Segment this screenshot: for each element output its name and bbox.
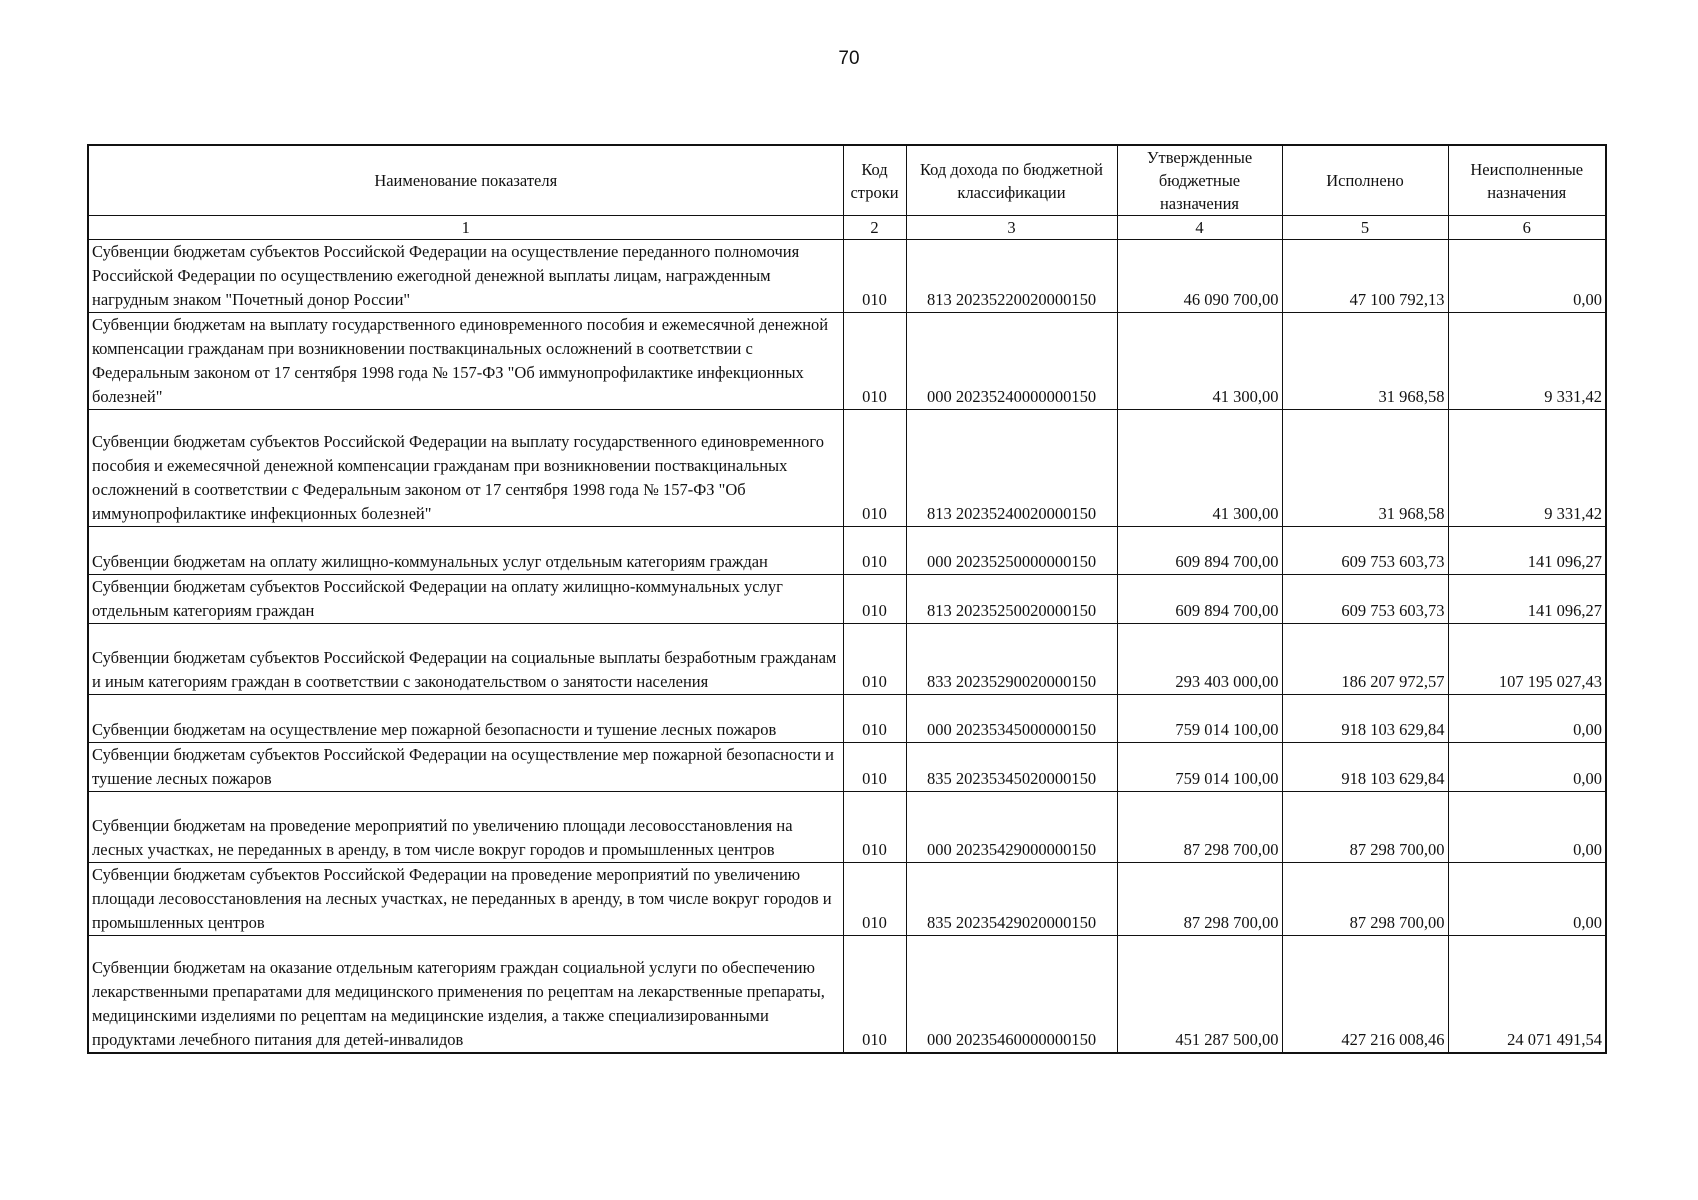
line-code: 010 xyxy=(843,792,906,863)
table-row xyxy=(88,792,1606,863)
indicator-name: Субвенции бюджетам субъектов Российской Федерации на проведение мероприятий по увеличению площади лесовосстановления на лесных участках, не переданных в аренду, в том числе вокруг городов и промышленных центров xyxy=(88,863,843,936)
unexecuted-amount: 0,00 xyxy=(1448,792,1606,863)
table-row xyxy=(88,527,1606,575)
line-code: 010 xyxy=(843,695,906,743)
line-code: 010 xyxy=(843,410,906,527)
line-code: 010 xyxy=(843,936,906,1053)
executed-amount: 186 207 972,57 xyxy=(1282,624,1448,695)
approved-amount: 87 298 700,00 xyxy=(1117,863,1282,936)
indicator-name: Субвенции бюджетам субъектов Российской Федерации на осуществление переданного полномочия Российской Федерации по осуществлению ежегодной денежной выплаты лицам, награжденным нагрудным знаком "Почетный донор России" xyxy=(88,240,843,313)
executed-amount: 87 298 700,00 xyxy=(1282,792,1448,863)
line-code: 010 xyxy=(843,527,906,575)
line-code: 010 xyxy=(843,575,906,624)
unexecuted-amount: 9 331,42 xyxy=(1448,410,1606,527)
header-indicator-name: Наименование показателя xyxy=(88,145,843,216)
approved-amount: 87 298 700,00 xyxy=(1117,792,1282,863)
income-code: 813 20235220020000150 xyxy=(906,240,1117,313)
income-code: 000 20235240000000150 xyxy=(906,313,1117,410)
header-approved: Утвержденные бюджетные назначения xyxy=(1117,145,1282,216)
column-number: 3 xyxy=(906,216,1117,240)
line-code: 010 xyxy=(843,240,906,313)
unexecuted-amount: 0,00 xyxy=(1448,240,1606,313)
executed-amount: 87 298 700,00 xyxy=(1282,863,1448,936)
column-number: 6 xyxy=(1448,216,1606,240)
table-row xyxy=(88,863,1606,936)
line-code: 010 xyxy=(843,743,906,792)
unexecuted-amount: 0,00 xyxy=(1448,695,1606,743)
executed-amount: 918 103 629,84 xyxy=(1282,695,1448,743)
indicator-name: Субвенции бюджетам субъектов Российской Федерации на социальные выплаты безработным гражданам и иным категориям граждан в соответствии с законодательством о занятости населения xyxy=(88,624,843,695)
table-row xyxy=(88,313,1606,410)
income-code: 813 20235240020000150 xyxy=(906,410,1117,527)
table-header-row xyxy=(88,145,1606,216)
indicator-name: Субвенции бюджетам субъектов Российской Федерации на осуществление мер пожарной безопасности и тушение лесных пожаров xyxy=(88,743,843,792)
column-number: 4 xyxy=(1117,216,1282,240)
approved-amount: 609 894 700,00 xyxy=(1117,527,1282,575)
header-income-code: Код дохода по бюджетной классификации xyxy=(906,145,1117,216)
approved-amount: 759 014 100,00 xyxy=(1117,743,1282,792)
executed-amount: 609 753 603,73 xyxy=(1282,575,1448,624)
column-number: 5 xyxy=(1282,216,1448,240)
income-code: 000 20235460000000150 xyxy=(906,936,1117,1053)
indicator-name: Субвенции бюджетам на выплату государственного единовременного пособия и ежемесячной денежной компенсации гражданам при возникновении поствакцинальных осложнений в соответствии с Федеральным законом от 17 сентября 1998 года № 157-ФЗ "Об иммунопрофилактике инфекционных болезней" xyxy=(88,313,843,410)
page-number: 70 xyxy=(838,48,860,69)
indicator-name: Субвенции бюджетам на проведение мероприятий по увеличению площади лесовосстановления на лесных участках, не переданных в аренду, в том числе вокруг городов и промышленных центров xyxy=(88,792,843,863)
executed-amount: 427 216 008,46 xyxy=(1282,936,1448,1053)
table-row xyxy=(88,743,1606,792)
approved-amount: 759 014 100,00 xyxy=(1117,695,1282,743)
executed-amount: 47 100 792,13 xyxy=(1282,240,1448,313)
line-code: 010 xyxy=(843,863,906,936)
approved-amount: 451 287 500,00 xyxy=(1117,936,1282,1053)
header-executed: Исполнено xyxy=(1282,145,1448,216)
approved-amount: 41 300,00 xyxy=(1117,410,1282,527)
table-row xyxy=(88,624,1606,695)
unexecuted-amount: 107 195 027,43 xyxy=(1448,624,1606,695)
unexecuted-amount: 9 331,42 xyxy=(1448,313,1606,410)
table-row xyxy=(88,936,1606,1053)
executed-amount: 31 968,58 xyxy=(1282,410,1448,527)
executed-amount: 31 968,58 xyxy=(1282,313,1448,410)
approved-amount: 46 090 700,00 xyxy=(1117,240,1282,313)
income-code: 833 20235290020000150 xyxy=(906,624,1117,695)
indicator-name: Субвенции бюджетам на осуществление мер пожарной безопасности и тушение лесных пожаров xyxy=(88,695,843,743)
budget-execution-table xyxy=(87,144,1607,1054)
approved-amount: 293 403 000,00 xyxy=(1117,624,1282,695)
income-code: 000 20235250000000150 xyxy=(906,527,1117,575)
indicator-name: Субвенции бюджетам субъектов Российской Федерации на выплату государственного единовременного пособия и ежемесячной денежной компенсации гражданам при возникновении поствакцинальных осложнений в соответствии с Федеральным законом от 17 сентября 1998 года № 157-ФЗ "Об иммунопрофилактике инфекционных болезней" xyxy=(88,410,843,527)
income-code: 000 20235345000000150 xyxy=(906,695,1117,743)
column-number-row xyxy=(88,216,1606,240)
executed-amount: 918 103 629,84 xyxy=(1282,743,1448,792)
table-row xyxy=(88,240,1606,313)
line-code: 010 xyxy=(843,313,906,410)
unexecuted-amount: 0,00 xyxy=(1448,863,1606,936)
unexecuted-amount: 141 096,27 xyxy=(1448,527,1606,575)
column-number: 1 xyxy=(88,216,843,240)
header-line-code: Код строки xyxy=(843,145,906,216)
approved-amount: 41 300,00 xyxy=(1117,313,1282,410)
executed-amount: 609 753 603,73 xyxy=(1282,527,1448,575)
approved-amount: 609 894 700,00 xyxy=(1117,575,1282,624)
unexecuted-amount: 0,00 xyxy=(1448,743,1606,792)
column-number: 2 xyxy=(843,216,906,240)
indicator-name: Субвенции бюджетам на оплату жилищно-коммунальных услуг отдельным категориям граждан xyxy=(88,527,843,575)
unexecuted-amount: 24 071 491,54 xyxy=(1448,936,1606,1053)
indicator-name: Субвенции бюджетам субъектов Российской Федерации на оплату жилищно-коммунальных услуг отдельным категориям граждан xyxy=(88,575,843,624)
income-code: 813 20235250020000150 xyxy=(906,575,1117,624)
line-code: 010 xyxy=(843,624,906,695)
income-code: 835 20235345020000150 xyxy=(906,743,1117,792)
income-code: 000 20235429000000150 xyxy=(906,792,1117,863)
income-code: 835 20235429020000150 xyxy=(906,863,1117,936)
unexecuted-amount: 141 096,27 xyxy=(1448,575,1606,624)
table-row xyxy=(88,410,1606,527)
table-row xyxy=(88,695,1606,743)
table-row xyxy=(88,575,1606,624)
indicator-name: Субвенции бюджетам на оказание отдельным категориям граждан социальной услуги по обеспечению лекарственными препаратами для медицинского применения по рецептам на лекарственные препараты, медицинскими изделиями по рецептам на медицинские изделия, а также специализированными продуктами лечебного питания для детей-инвалидов xyxy=(88,936,843,1053)
header-unexecuted: Неисполненные назначения xyxy=(1448,145,1606,216)
